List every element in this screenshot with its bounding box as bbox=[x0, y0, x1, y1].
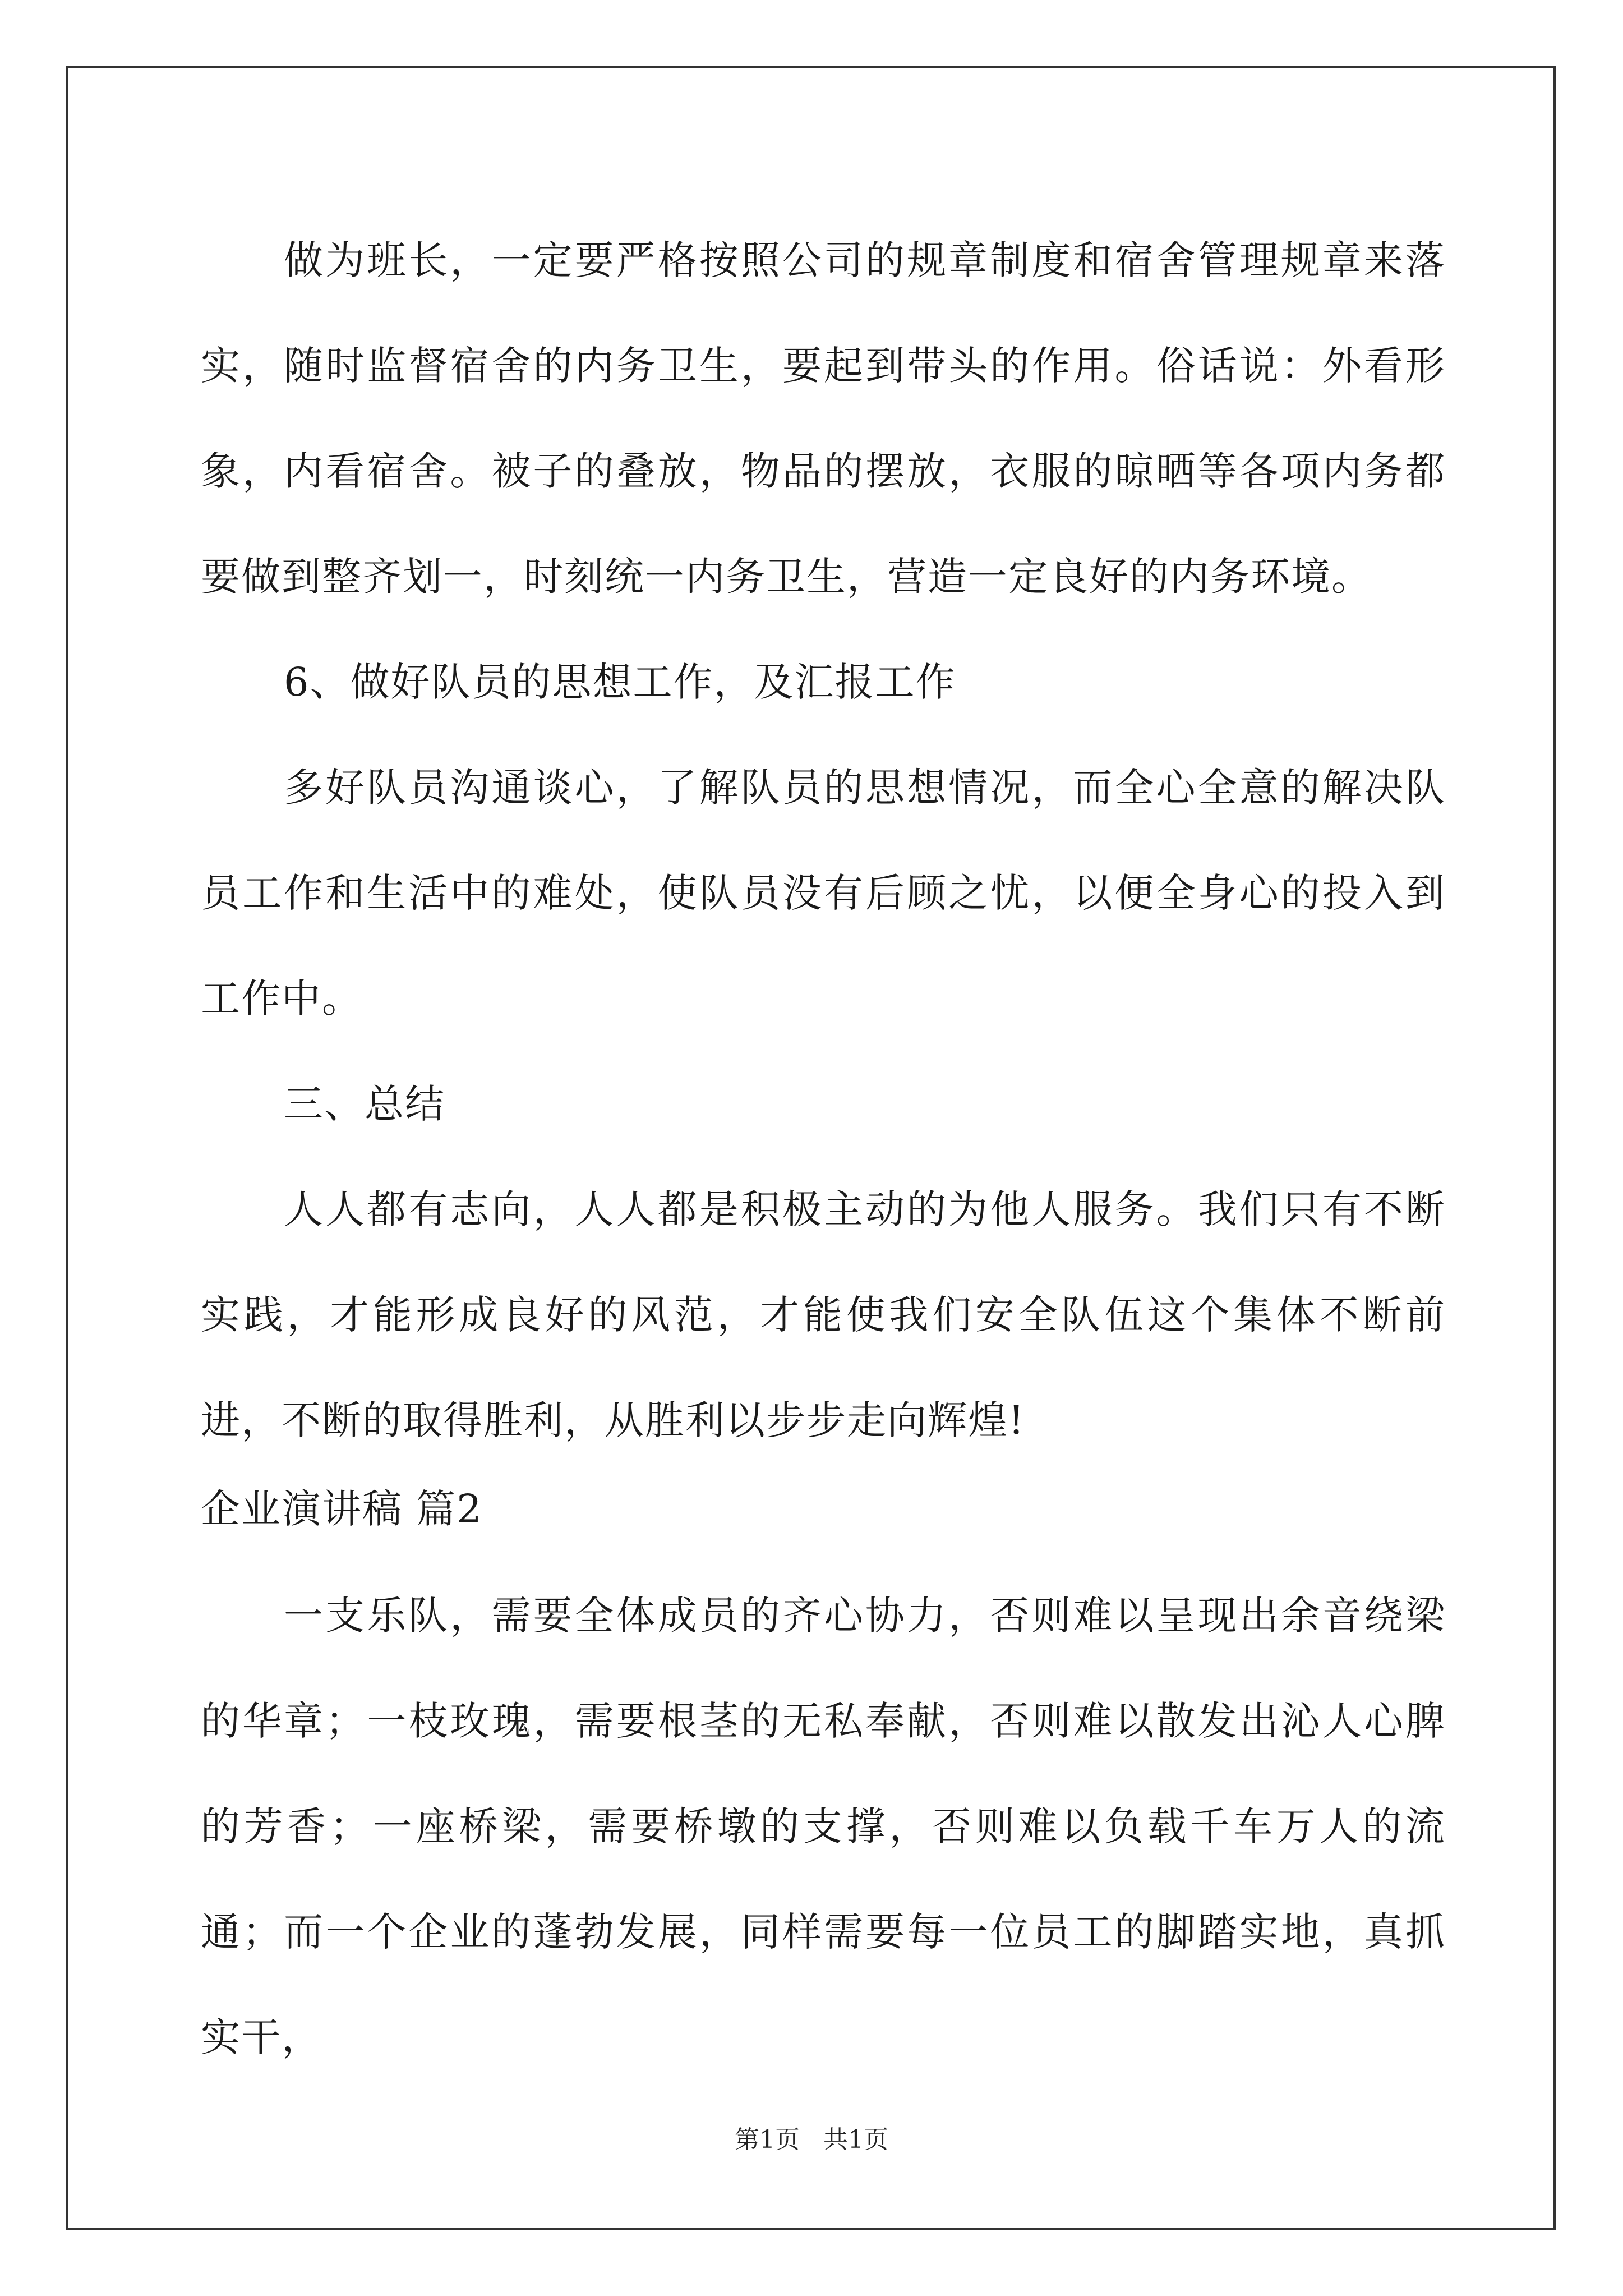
paragraph-team-communication: 多好队员沟通谈心，了解队员的思想情况，而全心全意的解决队员工作和生活中的难处，使队员没有后顾之忧，以便全身心的投入到工作中。 bbox=[201, 765, 1446, 1022]
paragraph-speech-2-intro: 一支乐队，需要全体成员的齐心协力，否则难以呈现出余音绕梁的华章；一枝玫瑰，需要根茎的无私奉献，否则难以散发出沁人心脾的芳香；一座桥梁，需要桥墩的支撑，否则难以负载千车万人的流通；而一个企业的蓬勃发展，同样需要每一位员工的脚踏实地，真抓实干， bbox=[201, 1593, 1446, 2060]
document-body bbox=[201, 208, 1446, 2090]
heading-summary: 三、总结 bbox=[284, 1081, 445, 1127]
paragraph-summary: 人人都有志向，人人都是积极主动的为他人服务。我们只有不断实践，才能形成良好的风范，才能使我们安全队伍这个集体不断前进，不断的取得胜利，从胜利以步步走向辉煌! bbox=[201, 1186, 1446, 1443]
heading-item-6: 6、做好队员的思想工作，及汇报工作 bbox=[284, 659, 956, 705]
page-footer: 第1页 共1页 bbox=[735, 2125, 888, 2154]
paragraph-dormitory-duties: 做为班长，一定要严格按照公司的规章制度和宿舍管理规章来落实，随时监督宿舍的内务卫生，要起到带头的作用。俗话说：外看形象，内看宿舍。被子的叠放，物品的摆放，衣服的晾晒等各项内务都要做到整齐划一，时刻统一内务卫生，营造一定良好的内务环境。 bbox=[201, 237, 1446, 600]
section-title-speech-2: 企业演讲稿 篇2 bbox=[201, 1486, 483, 1532]
